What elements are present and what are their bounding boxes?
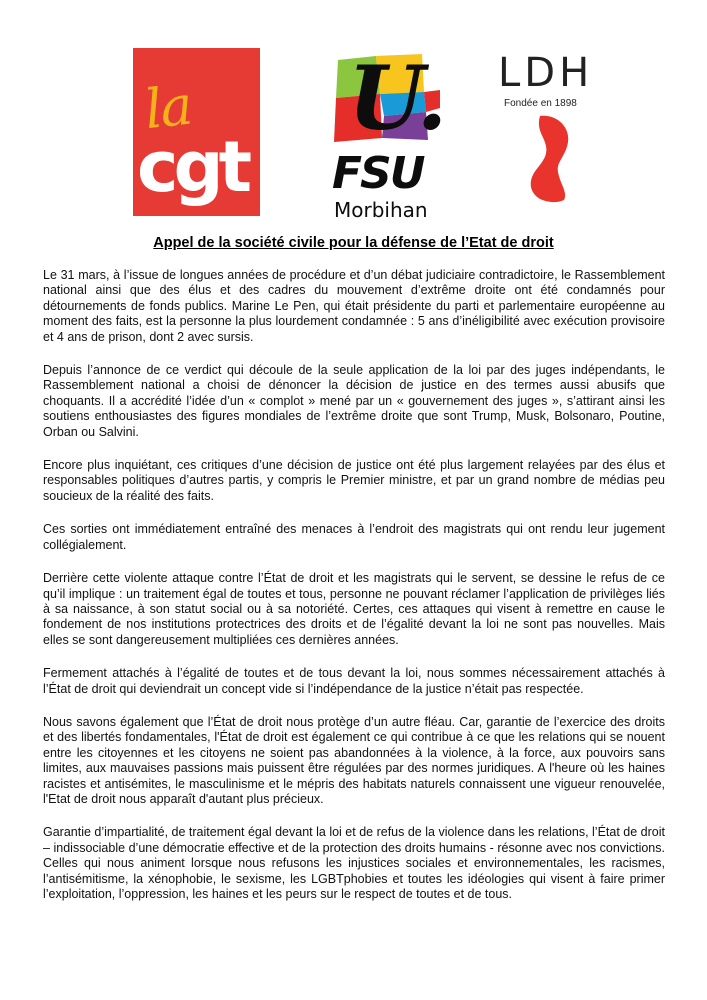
paragraph-4: Ces sorties ont immédiatement entraîné des menaces à l’endroit des magistrats qui ont rendu leur jugement collégialement. xyxy=(43,522,665,552)
fsu-logo xyxy=(330,46,448,222)
document-body xyxy=(43,268,665,920)
fsu-logo-name-text: FSU xyxy=(332,148,424,199)
ldh-red-cap-icon xyxy=(526,112,576,207)
paragraph-7: Nous savons également que l’État de droit nous protège d’un autre fléau. Car, garantie de l’exercice des droits et des libertés fondamentales, l'État de droit est également ce qui contribue à ce que les relations qui se nouent entre les citoyennes et les citoyens ne soient pas abandonnées à la violence, à la force, aux pouvoirs sans limites, aux mauvaises passions mais puissent être régulées par des normes juridiques. A l'heure où les haines racistes et antisémites, le masculinisme et le mépris des habitats naturels connaissent une vigueur renouvelée, l'Etat de droit nous apparaît d'autant plus précieux. xyxy=(43,714,665,806)
cgt-logo xyxy=(133,48,260,216)
ldh-logo xyxy=(496,50,596,220)
fsu-logo-u-text: U. xyxy=(348,46,448,150)
cgt-logo-la-text: la xyxy=(141,73,194,142)
logo-header xyxy=(0,0,707,230)
document-title: Appel de la société civile pour la défense de l’Etat de droit xyxy=(153,235,554,251)
ldh-logo-name-text: LDH xyxy=(498,50,594,96)
paragraph-3: Encore plus inquiétant, ces critiques d’une décision de justice ont été plus largement relayées par des élus et responsables politiques d’autres partis, y compris le Premier ministre, et par un grand nombre de médias peu soucieux de la réalité des faits. xyxy=(43,458,665,503)
paragraph-8: Garantie d’impartialité, de traitement égal devant la loi et de refus de la violence dans les relations, l’État de droit – indissociable d’une démocratie effective et de la protection des droits humains - résonne avec nos convictions. Celles qui nous animent lorsque nous refusons les injustices sociales et environnementales, les racismes, l’antisémitisme, la xénophobie, le sexisme, les LGBTphobies et toutes les idéologies qui visent à faire primer l’exploitation, l’oppression, les haines et les peurs sur le respect de toutes et de tous. xyxy=(43,825,665,901)
paragraph-2: Depuis l’annonce de ce verdict qui découle de la seule application de la loi par des juges indépendants, le Rassemblement national a choisi de dénoncer la décision de justice en des termes aussi abusifs que choquants. Il a accrédité l’idée d’un « complot » mené par un « gouvernement des juges », s’attirant ainsi les soutiens enthousiastes des figures mondiales de l’extrême droite que sont Trump, Musk, Bolsonaro, Poutine, Orban ou Salvini. xyxy=(43,363,665,439)
paragraph-1: Le 31 mars, à l’issue de longues années de procédure et d’un débat judiciaire contradictoire, le Rassemblement national ainsi que des élus et des cadres du mouvement d’extrême droite ont été condamnés pour détournements de fonds publics. Marine Le Pen, qui était présidente du parti et parlementaire européenne au moment des faits, est la personne la plus lourdement condamnée : 5 ans d’inéligibilité avec exécution provisoire et 4 ans de prison, dont 2 avec sursis. xyxy=(43,268,665,344)
cgt-logo-cgt-text: cgt xyxy=(137,126,248,208)
paragraph-6: Fermement attachés à l’égalité de toutes et de tous devant la loi, nous sommes nécessairement attachés à l’État de droit qui deviendrait un concept vide si l’indépendance de la justice n’était pas respectée. xyxy=(43,666,665,696)
ldh-logo-founded-text: Fondée en 1898 xyxy=(504,98,577,109)
paragraph-5: Derrière cette violente attaque contre l’État de droit et les magistrats qui le servent, se dessine le refus de ce qu’il implique : un traitement égal de toutes et tous, personne ne pouvant réclamer l’application de privilèges liés à sa naissance, à son statut social ou à sa notoriété. Certes, ces attaques qui visent à remettre en cause le fondement de nos institutions protectrices des droits et de l’égalité devant la loi ne sont pas nouvelles. Mais elles se sont dangereusement multipliées ces dernières années. xyxy=(43,571,665,647)
fsu-logo-dept-text: Morbihan xyxy=(334,198,428,222)
